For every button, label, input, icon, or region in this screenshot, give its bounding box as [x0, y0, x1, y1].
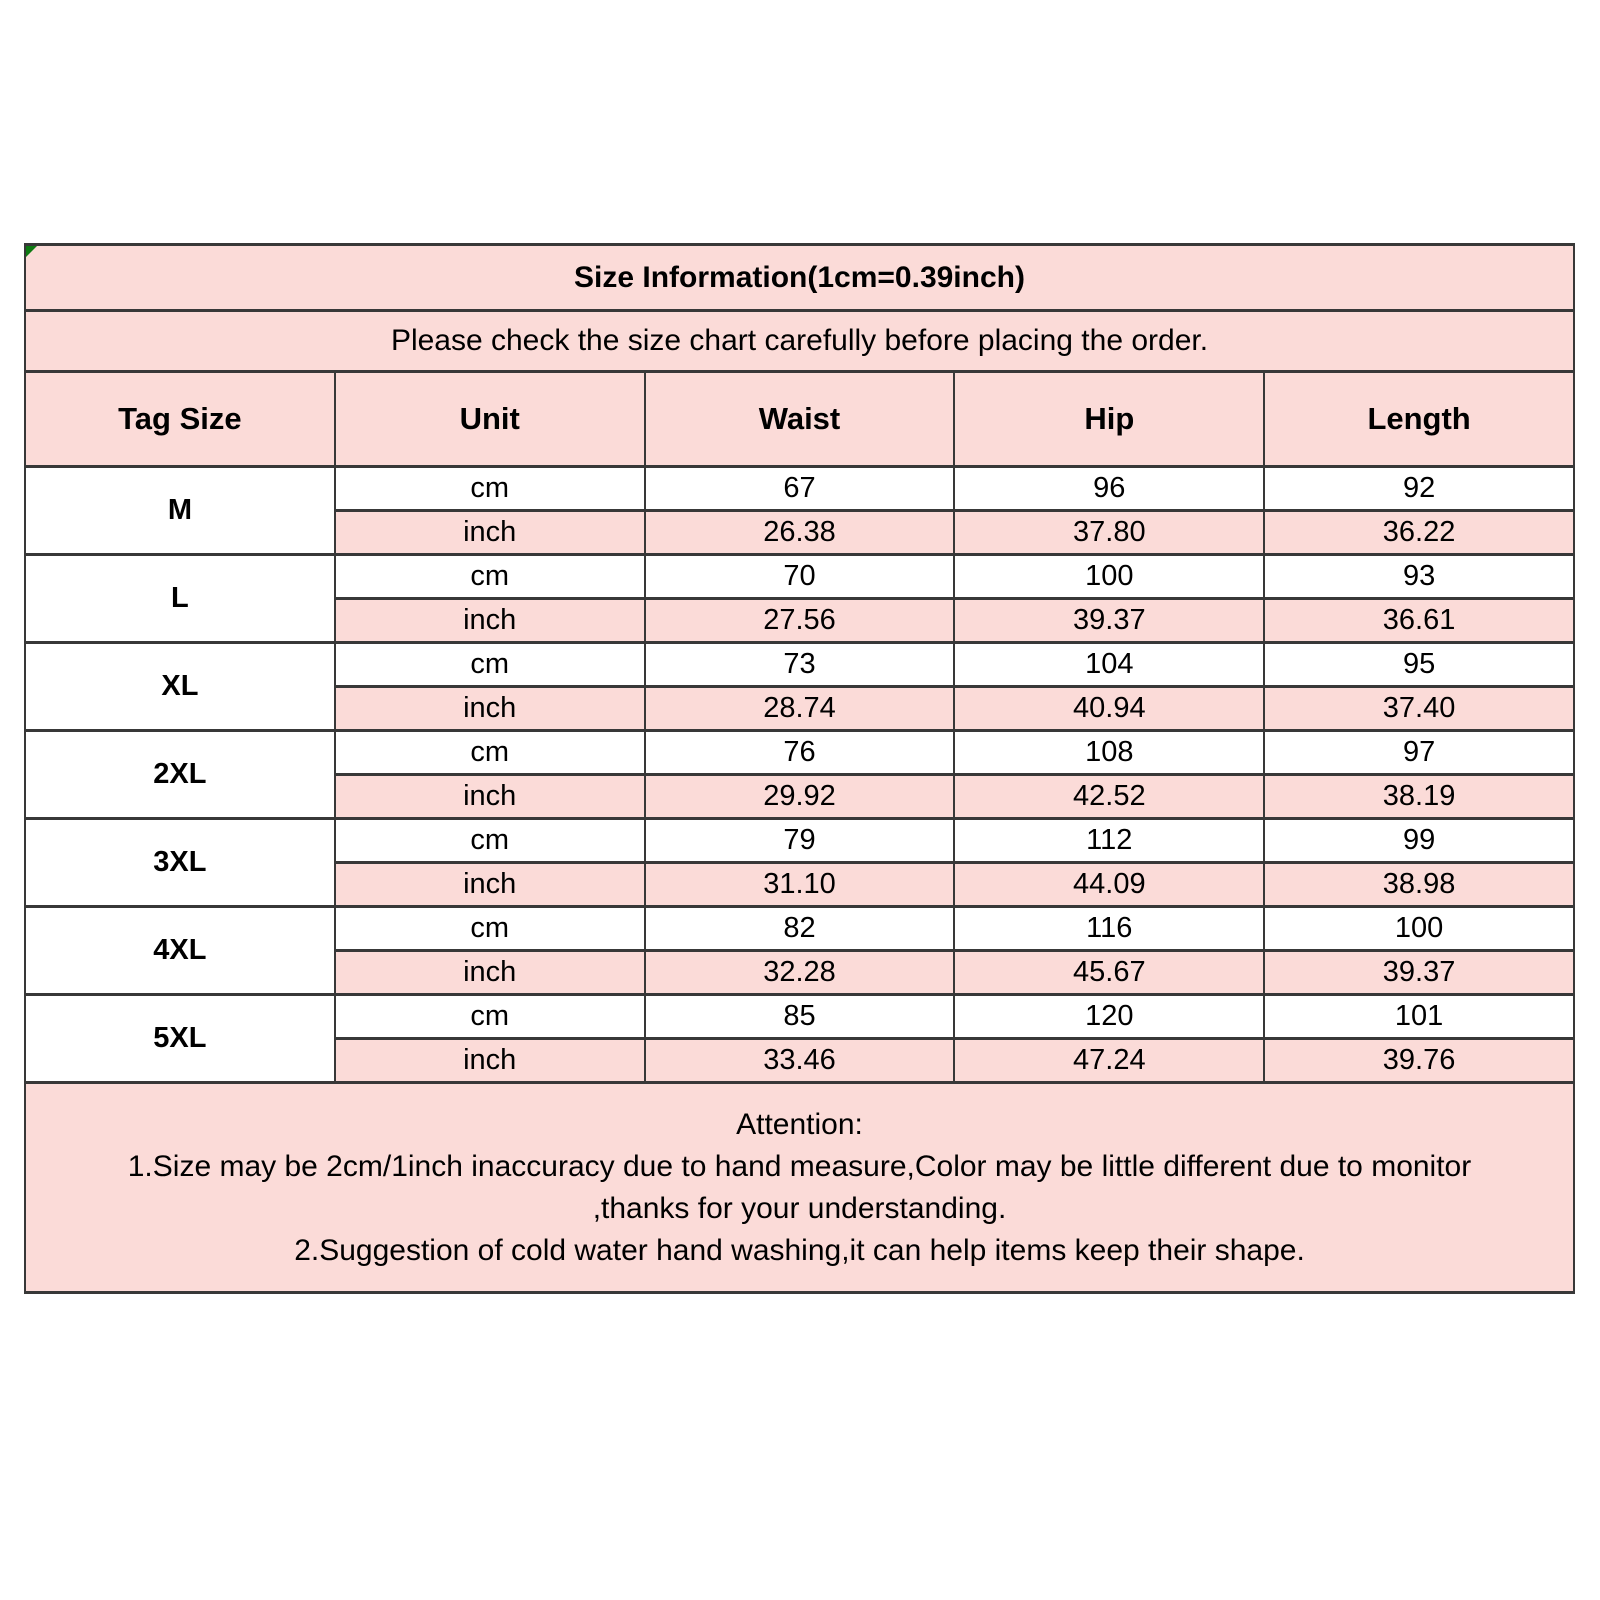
hip-value: 47.24	[954, 1039, 1264, 1083]
hip-value: 44.09	[954, 863, 1264, 907]
unit-label-inch: inch	[335, 863, 645, 907]
length-value: 37.40	[1264, 687, 1574, 731]
size-row-5xl-cm	[25, 995, 1574, 1039]
hip-value: 37.80	[954, 511, 1264, 555]
length-value: 38.98	[1264, 863, 1574, 907]
unit-label-cm: cm	[335, 467, 645, 511]
waist-value: 26.38	[645, 511, 955, 555]
title-row	[25, 245, 1574, 311]
waist-value: 67	[645, 467, 955, 511]
length-value: 39.76	[1264, 1039, 1574, 1083]
unit-label-cm: cm	[335, 731, 645, 775]
waist-value: 73	[645, 643, 955, 687]
length-value: 36.61	[1264, 599, 1574, 643]
unit-label-inch: inch	[335, 1039, 645, 1083]
size-row-m-cm	[25, 467, 1574, 511]
hip-value: 100	[954, 555, 1264, 599]
waist-value: 70	[645, 555, 955, 599]
hip-value: 39.37	[954, 599, 1264, 643]
length-value: 92	[1264, 467, 1574, 511]
tag-size-2xl: 2XL	[25, 731, 335, 819]
waist-value: 32.28	[645, 951, 955, 995]
hip-value: 42.52	[954, 775, 1264, 819]
unit-label-inch: inch	[335, 687, 645, 731]
hip-value: 116	[954, 907, 1264, 951]
unit-label-inch: inch	[335, 951, 645, 995]
length-value: 93	[1264, 555, 1574, 599]
length-value: 36.22	[1264, 511, 1574, 555]
unit-label-inch: inch	[335, 775, 645, 819]
tag-size-xl: XL	[25, 643, 335, 731]
waist-value: 33.46	[645, 1039, 955, 1083]
column-header-hip: Hip	[954, 372, 1264, 467]
length-value: 99	[1264, 819, 1574, 863]
attention-line-1: 1.Size may be 2cm/1inch inaccuracy due to hand measure,Color may be little different due to monitor	[127, 1149, 1472, 1183]
table-title: Size Information(1cm=0.39inch)	[574, 260, 1025, 294]
column-header-length: Length	[1264, 372, 1574, 467]
attention-line-2: ,thanks for your understanding.	[592, 1191, 1007, 1225]
waist-value: 85	[645, 995, 955, 1039]
waist-value: 76	[645, 731, 955, 775]
size-row-4xl-cm	[25, 907, 1574, 951]
size-chart-table	[24, 243, 1575, 1294]
waist-value: 29.92	[645, 775, 955, 819]
hip-value: 40.94	[954, 687, 1264, 731]
length-value: 95	[1264, 643, 1574, 687]
column-header-waist: Waist	[645, 372, 955, 467]
waist-value: 82	[645, 907, 955, 951]
title-cell	[25, 245, 1574, 311]
attention-cell	[25, 1083, 1574, 1293]
length-value: 101	[1264, 995, 1574, 1039]
waist-value: 27.56	[645, 599, 955, 643]
unit-label-inch: inch	[335, 511, 645, 555]
excel-corner-marker-icon	[26, 246, 37, 257]
length-value: 38.19	[1264, 775, 1574, 819]
unit-label-cm: cm	[335, 819, 645, 863]
length-value: 100	[1264, 907, 1574, 951]
tag-size-4xl: 4XL	[25, 907, 335, 995]
tag-size-m: M	[25, 467, 335, 555]
subtitle-row	[25, 311, 1574, 372]
waist-value: 79	[645, 819, 955, 863]
unit-label-inch: inch	[335, 599, 645, 643]
waist-value: 31.10	[645, 863, 955, 907]
hip-value: 120	[954, 995, 1264, 1039]
subtitle-cell: Please check the size chart carefully before placing the order.	[25, 311, 1574, 372]
header-row	[25, 372, 1574, 467]
unit-label-cm: cm	[335, 907, 645, 951]
attention-line-3: 2.Suggestion of cold water hand washing,it can help items keep their shape.	[294, 1233, 1305, 1267]
attention-row	[25, 1083, 1574, 1293]
attention-heading: Attention:	[736, 1107, 863, 1141]
hip-value: 96	[954, 467, 1264, 511]
tag-size-3xl: 3XL	[25, 819, 335, 907]
size-row-l-cm	[25, 555, 1574, 599]
waist-value: 28.74	[645, 687, 955, 731]
length-value: 97	[1264, 731, 1574, 775]
unit-label-cm: cm	[335, 643, 645, 687]
column-header-tag-size: Tag Size	[25, 372, 335, 467]
hip-value: 45.67	[954, 951, 1264, 995]
column-header-unit: Unit	[335, 372, 645, 467]
tag-size-l: L	[25, 555, 335, 643]
size-row-xl-cm	[25, 643, 1574, 687]
length-value: 39.37	[1264, 951, 1574, 995]
unit-label-cm: cm	[335, 995, 645, 1039]
tag-size-5xl: 5XL	[25, 995, 335, 1083]
hip-value: 112	[954, 819, 1264, 863]
hip-value: 104	[954, 643, 1264, 687]
size-row-3xl-cm	[25, 819, 1574, 863]
size-row-2xl-cm	[25, 731, 1574, 775]
hip-value: 108	[954, 731, 1264, 775]
unit-label-cm: cm	[335, 555, 645, 599]
